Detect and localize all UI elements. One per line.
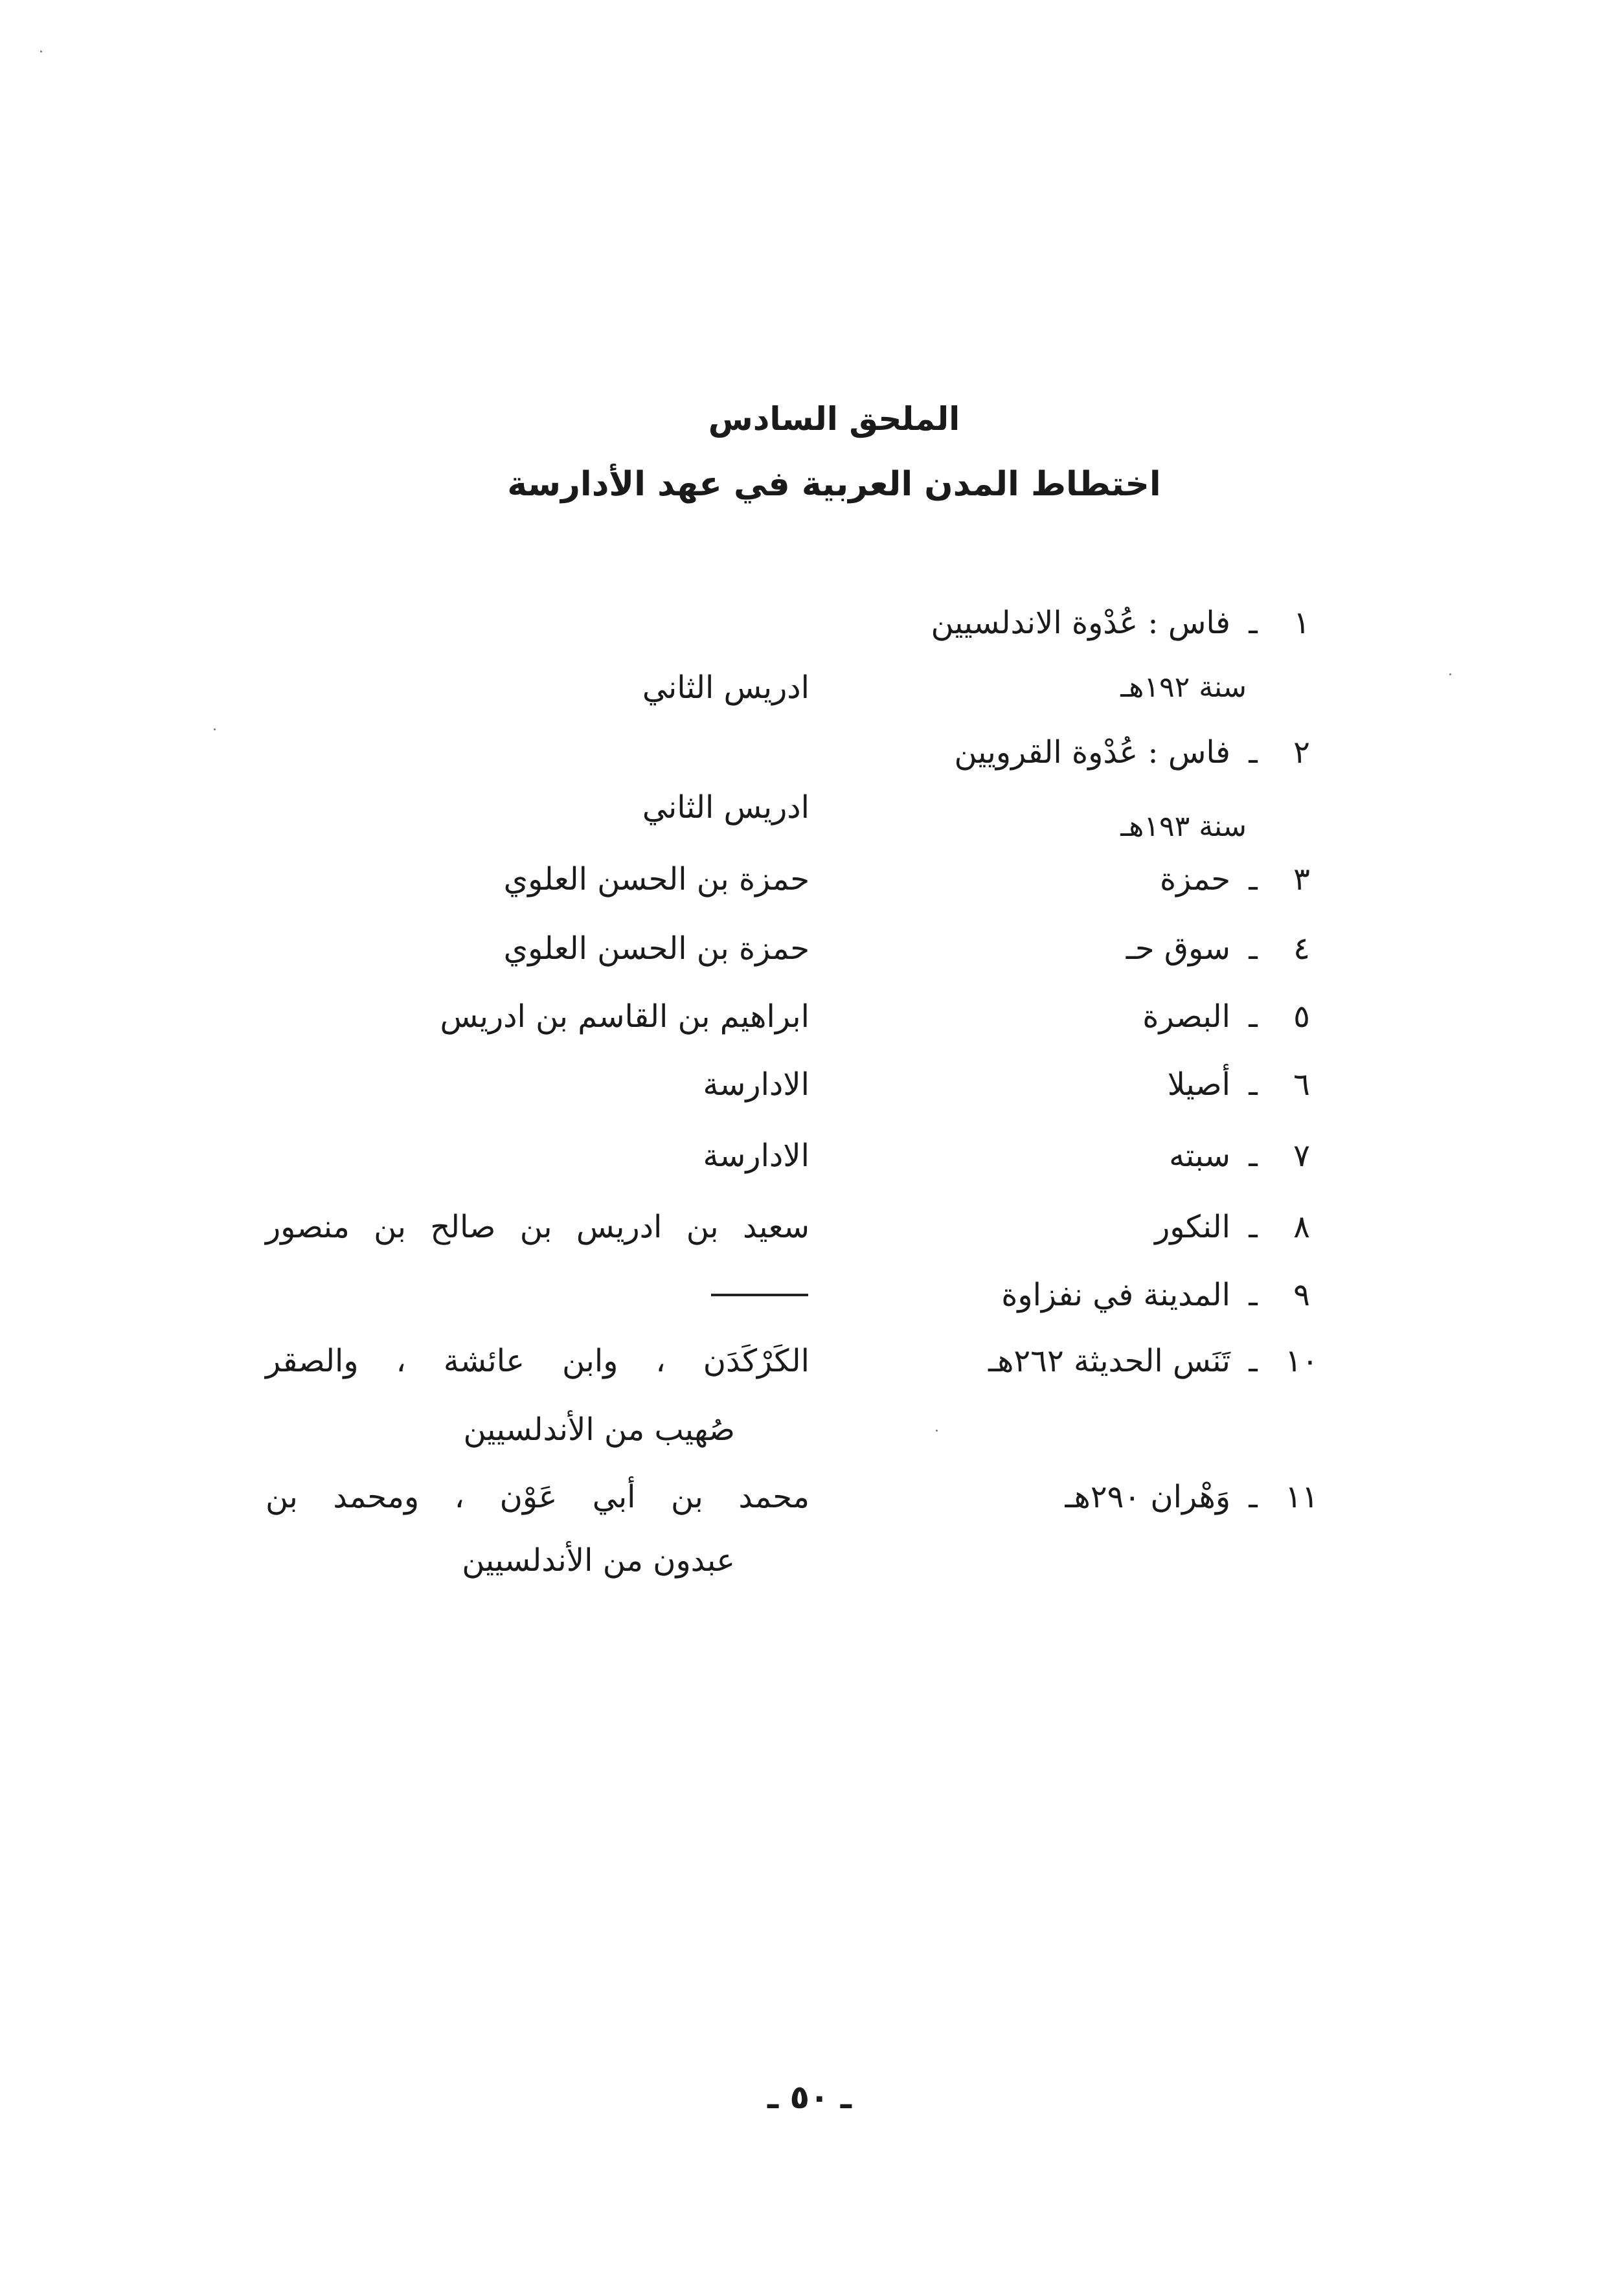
- entry-number: ٩: [1293, 1277, 1310, 1313]
- founder-name: الادارسة: [703, 1138, 809, 1174]
- list-item: [0, 597, 1619, 649]
- appendix-title: الملحق السادس: [708, 400, 960, 438]
- founder-name-continued: صُهيب من الأندلسيين: [463, 1412, 735, 1448]
- entry-dash: ـ: [1249, 605, 1258, 640]
- list-item-continuation: [0, 789, 1619, 845]
- entry-dash: ـ: [1249, 1067, 1258, 1102]
- entry-number: ٤: [1293, 930, 1310, 967]
- city-name: فاس : عُدْوة الاندلسيين: [931, 605, 1230, 641]
- entry-number: ١٠: [1285, 1343, 1319, 1379]
- list-item: [0, 853, 1619, 905]
- entry-dash: ـ: [1249, 862, 1258, 897]
- city-name: البصرة: [1142, 998, 1230, 1035]
- city-name: أصيلا: [1167, 1066, 1230, 1103]
- entry-number: ١: [1293, 605, 1310, 641]
- city-name: سوق حـ: [1126, 930, 1230, 967]
- entry-number: ١١: [1285, 1479, 1319, 1515]
- scan-speck: [936, 1430, 938, 1432]
- scan-speck: [40, 51, 42, 52]
- entry-number: ٨: [1293, 1209, 1310, 1245]
- entry-number: ٣: [1293, 861, 1310, 897]
- list-item: [0, 1269, 1619, 1321]
- entry-dash: ـ: [1249, 1344, 1258, 1379]
- scan-speck: [1449, 673, 1451, 675]
- city-name: فاس : عُدْوة القرويين: [954, 734, 1230, 771]
- city-name: سبته: [1169, 1138, 1230, 1174]
- founder-name: ادريس الثاني: [642, 789, 809, 826]
- list-item: [0, 1471, 1619, 1523]
- list-item: [0, 1335, 1619, 1387]
- entry-number: ٢: [1293, 734, 1310, 771]
- list-item: [0, 1130, 1619, 1182]
- founder-name: حمزة بن الحسن العلوي: [503, 861, 809, 897]
- founder-name: الكَرْكَدَن ، وابن عائشة ، والصقر: [266, 1343, 809, 1379]
- entry-dash: ـ: [1249, 1210, 1258, 1244]
- page-number: ـ ٥٠ ـ: [767, 2078, 852, 2116]
- list-item-continuation: [0, 1404, 1619, 1456]
- list-item-continuation: [0, 1535, 1619, 1586]
- founder-name: حمزة بن الحسن العلوي: [503, 930, 809, 967]
- founder-name: سعيد بن ادريس بن صالح بن منصور: [266, 1209, 809, 1245]
- city-name: وَهْران ٢٩٠هـ: [1065, 1479, 1230, 1515]
- entry-dash: ـ: [1249, 999, 1258, 1034]
- list-item: [0, 1059, 1619, 1110]
- city-name: حمزة: [1159, 861, 1230, 897]
- main-title: اختطاط المدن العربية في عهد الأدارسة: [507, 465, 1161, 504]
- entry-dash: ـ: [1249, 1277, 1258, 1312]
- entry-dash: ـ: [1249, 735, 1258, 770]
- list-item: [0, 1201, 1619, 1253]
- entry-number: ٦: [1293, 1066, 1310, 1103]
- scan-speck: [214, 728, 216, 730]
- founding-year: سنة ١٩٢هـ: [1120, 671, 1247, 704]
- founding-year: سنة ١٩٣هـ: [1120, 810, 1247, 843]
- entry-number: ٧: [1293, 1138, 1310, 1174]
- founder-name: ادريس الثاني: [642, 670, 809, 706]
- list-item: [0, 991, 1619, 1042]
- entry-dash: ـ: [1249, 1138, 1258, 1173]
- list-item: [0, 726, 1619, 778]
- list-item: [0, 923, 1619, 974]
- entry-number: ٥: [1293, 998, 1310, 1035]
- list-item-continuation: [0, 662, 1619, 714]
- blank-founder-line: [711, 1294, 808, 1296]
- city-name: تَنَس الحديثة ٢٦٢هـ: [988, 1343, 1230, 1379]
- founder-name: ابراهيم بن القاسم بن ادريس: [440, 998, 809, 1035]
- entry-dash: ـ: [1249, 1480, 1258, 1514]
- founder-name: الادارسة: [703, 1066, 809, 1103]
- city-name: النكور: [1155, 1209, 1230, 1245]
- founder-name-continued: عبدون من الأندلسيين: [462, 1542, 735, 1579]
- founder-name: محمد بن أبي عَوْن ، ومحمد بن: [266, 1479, 809, 1515]
- entry-dash: ـ: [1249, 931, 1258, 966]
- city-name: المدينة في نفزاوة: [1001, 1277, 1230, 1313]
